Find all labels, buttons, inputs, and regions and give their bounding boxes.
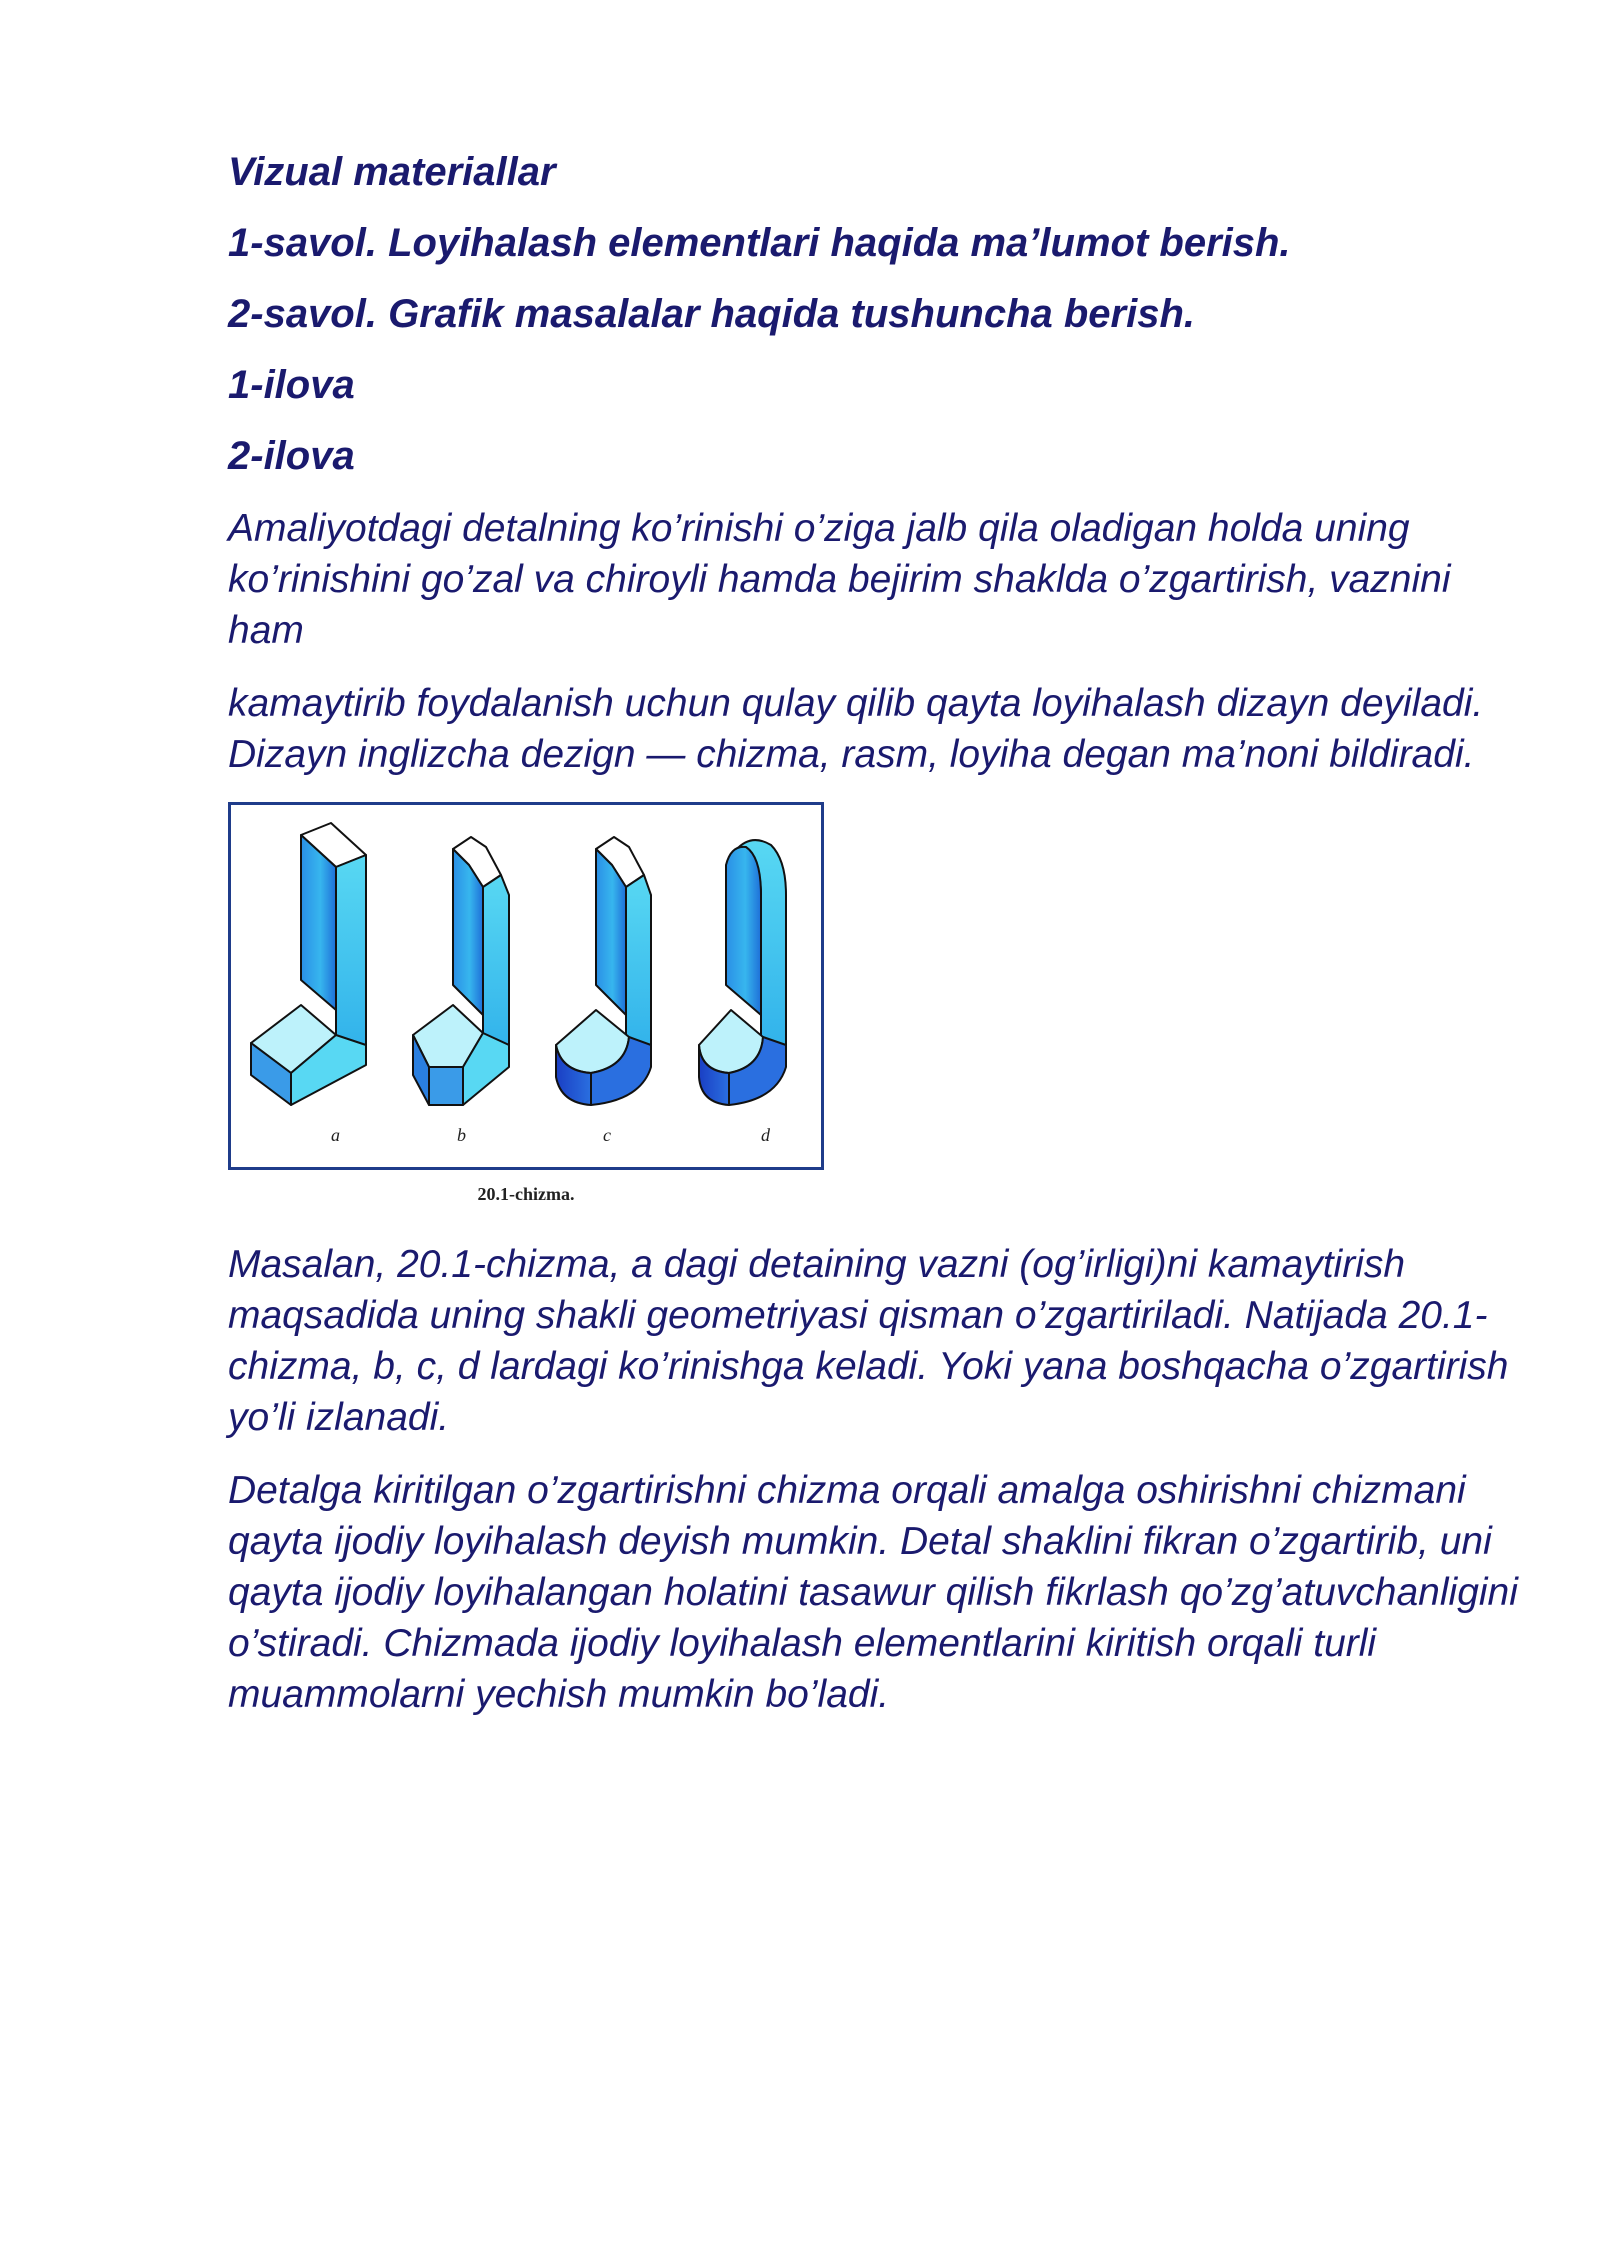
- appendix-1-heading: 1-ilova: [228, 363, 355, 407]
- question-2-heading: 2-savol. Grafik masalalar haqida tushuncha berish.: [228, 292, 1196, 336]
- figure-frame: [228, 802, 824, 1170]
- label-c: c: [603, 1125, 611, 1145]
- figure-20-1: [228, 802, 828, 1205]
- part-c: [556, 837, 651, 1105]
- figure-caption: 20.1-chizma.: [477, 1184, 575, 1204]
- part-d: [699, 840, 786, 1105]
- paragraph-creative-design: Detalga kiritilgan o’zgartirishni chizma orqali amalga oshirishni chizmani qayta ijodiy loyihalash deyish mumkin. Detal shaklini fikran o’zgartirib, uni qayta ijodiy loyihalangan holatini tasawur qilish fikrlash qo’zg’atuvchanligini o’stiradi. Chizmada ijodiy loyihalash elementlarini kiritish orqali turli muammolarni yechish mumkin bo’ladi.: [228, 1469, 1518, 1716]
- label-d: d: [761, 1125, 770, 1145]
- label-a: a: [331, 1125, 340, 1145]
- document-content: [228, 148, 1528, 1742]
- appendix-2-heading: 2-ilova: [228, 434, 355, 478]
- section-title: Vizual materiallar: [228, 150, 556, 194]
- part-illustration: [231, 805, 821, 1167]
- part-a: [251, 823, 366, 1105]
- part-b: [413, 837, 509, 1105]
- paragraph-design-definition: kamaytirib foydalanish uchun qulay qilib qayta loyihalash dizayn deyiladi. Dizayn inglizcha dezign — chizma, rasm, loyiha degan ma’noni bildiradi.: [228, 682, 1484, 776]
- paragraph-example: Masalan, 20.1-chizma, a dagi detaining vazni (og’irligi)ni kamaytirish maqsadida uning shakli geometriyasi qisman o’zgartiriladi. Natijada 20.1-chizma, b, c, d lardagi ko’rinishga keladi. Yoki yana boshqacha o’zgartirish yo’li izlanadi.: [228, 1243, 1509, 1439]
- paragraph-intro: Amaliyotdagi detalning ko’rinishi o’ziga jalb qila oladigan holda uning ko’rinishini go’zal va chiroyli hamda bejirim shaklda o’zgartirish, vaznini ham: [228, 507, 1451, 652]
- question-1-heading: 1-savol. Loyihalash elementlari haqida ma’lumot berish.: [228, 221, 1291, 265]
- label-b: b: [457, 1125, 466, 1145]
